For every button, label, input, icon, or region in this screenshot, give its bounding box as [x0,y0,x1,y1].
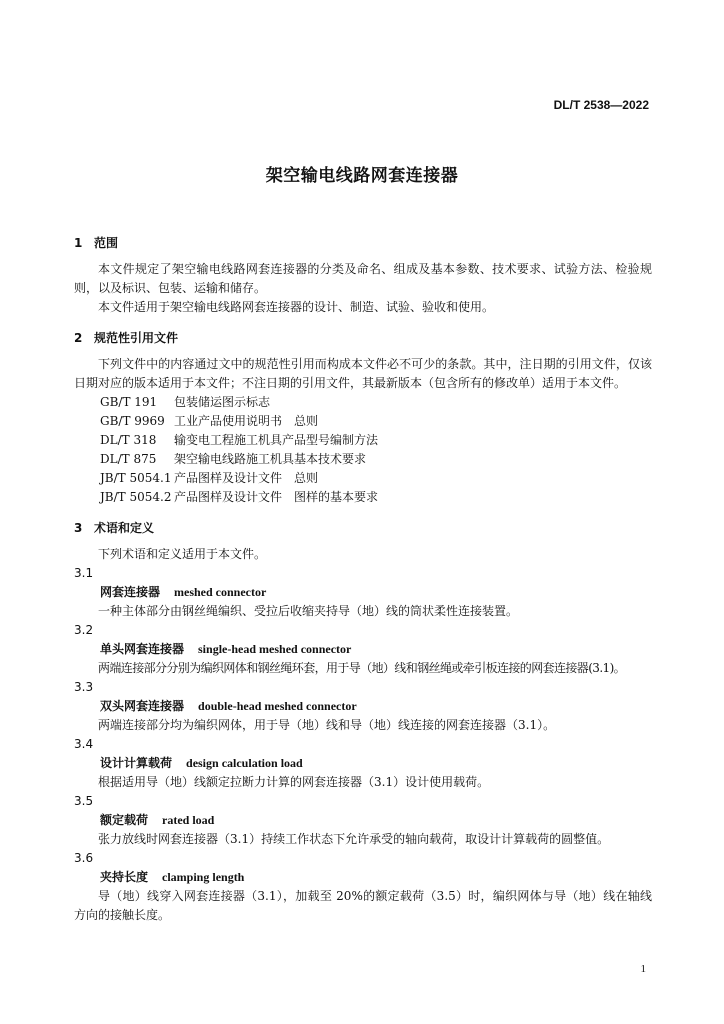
term-entry [74,849,652,925]
term-name-en: design calculation load [186,756,303,770]
reference-code: GB/T 191 [100,395,158,409]
document-title: 架空输电线路网套连接器 [265,166,459,186]
page-number: 1 [640,963,646,975]
reference-code: DL/T 318 [100,433,157,447]
paragraph: 下列术语和定义适用于本文件。 [98,547,267,561]
term-name [74,697,652,716]
reference-list [74,393,652,507]
term-name-en: single-head meshed connector [198,642,352,656]
term-definition: 导（地）线穿入网套连接器（3.1），加载至 20%的额定载荷（3.5）时，编织网体与导（地）线在轴线方向的接触长度。 [74,889,652,922]
term-name-en: rated load [162,813,215,827]
section-title: 术语和定义 [94,521,155,535]
reference-item [100,488,652,507]
term-number: 3.2 [74,623,94,637]
document-body [74,232,652,925]
reference-item [100,469,652,488]
term-name-en: double-head meshed connector [198,699,357,713]
paragraph: 下列文件中的内容通过文中的规范性引用而构成本文件必不可少的条款。其中，注日期的引用文件，仅该日期对应的版本适用于本文件；不注日期的引用文件，其最新版本（包含所有的修改单）适用于本文件。 [74,357,652,390]
term-name-cn: 网套连接器 [100,585,161,599]
reference-title: 输变电工程施工机具产品型号编制方法 [174,433,379,447]
term-name-cn: 设计计算载荷 [100,756,173,770]
term-number: 3.6 [74,851,94,865]
term-entry [74,678,652,735]
paragraph: 本文件适用于架空输电线路网套连接器的设计、制造、试验、验收和使用。 [98,300,495,314]
term-name-en: meshed connector [174,585,267,599]
reference-code: GB/T 9969 [100,414,165,428]
section-number: 3 [74,521,83,535]
reference-item [100,412,652,431]
reference-title: 架空输电线路施工机具基本技术要求 [174,452,367,466]
term-definition: 张力放线时网套连接器（3.1）持续工作状态下允许承受的轴向载荷，取设计计算载荷的圆整值。 [98,832,610,846]
term-name-cn: 单头网套连接器 [100,642,185,656]
term-name [74,754,652,773]
term-number: 3.5 [74,794,94,808]
term-definition: 两端连接部分分别为编织网体和钢丝绳环套，用于导（地）线和钢丝绳或牵引板连接的网套连接器(3.1)。 [98,661,626,675]
term-number: 3.3 [74,680,94,694]
term-name [74,583,652,602]
term-name [74,811,652,830]
term-name [74,640,652,659]
term-definition: 两端连接部分均为编织网体，用于导（地）线和导（地）线连接的网套连接器（3.1）。 [98,718,556,732]
term-name [74,868,652,887]
term-definition: 一种主体部分由钢丝绳编织、受拉后收缩夹持导（地）线的筒状柔性连接装置。 [98,604,519,618]
section-title: 范围 [94,236,119,250]
term-name-en: clamping length [162,870,245,884]
section-number: 1 [74,236,83,250]
section-number: 2 [74,331,83,345]
term-number: 3.4 [74,737,94,751]
reference-code: JB/T 5054.1 [100,471,172,485]
reference-item [100,431,652,450]
section-heading-terms-and-definitions [74,517,652,539]
reference-title: 工业产品使用说明书 总则 [174,414,319,428]
section-heading-scope [74,232,652,254]
reference-code: JB/T 5054.2 [100,490,172,504]
term-entry [74,564,652,621]
reference-title: 产品图样及设计文件 图样的基本要求 [174,490,379,504]
standard-code: DL/T 2538—2022 [553,98,649,112]
section-title: 规范性引用文件 [94,331,179,345]
term-name-cn: 双头网套连接器 [100,699,185,713]
reference-code: DL/T 875 [100,452,157,466]
term-name-cn: 夹持长度 [100,870,149,884]
reference-item [100,450,652,469]
term-entry [74,621,652,678]
section-heading-normative-references [74,327,652,349]
reference-item [100,393,652,412]
reference-title: 包装储运图示标志 [174,395,271,409]
term-entry [74,792,652,849]
reference-title: 产品图样及设计文件 总则 [174,471,319,485]
term-definition: 根据适用导（地）线额定拉断力计算的网套连接器（3.1）设计使用载荷。 [98,775,490,789]
term-name-cn: 额定载荷 [100,813,149,827]
term-number: 3.1 [74,566,94,580]
term-entry [74,735,652,792]
paragraph: 本文件规定了架空输电线路网套连接器的分类及命名、组成及基本参数、技术要求、试验方法、检验规则，以及标识、包装、运输和储存。 [74,262,652,295]
